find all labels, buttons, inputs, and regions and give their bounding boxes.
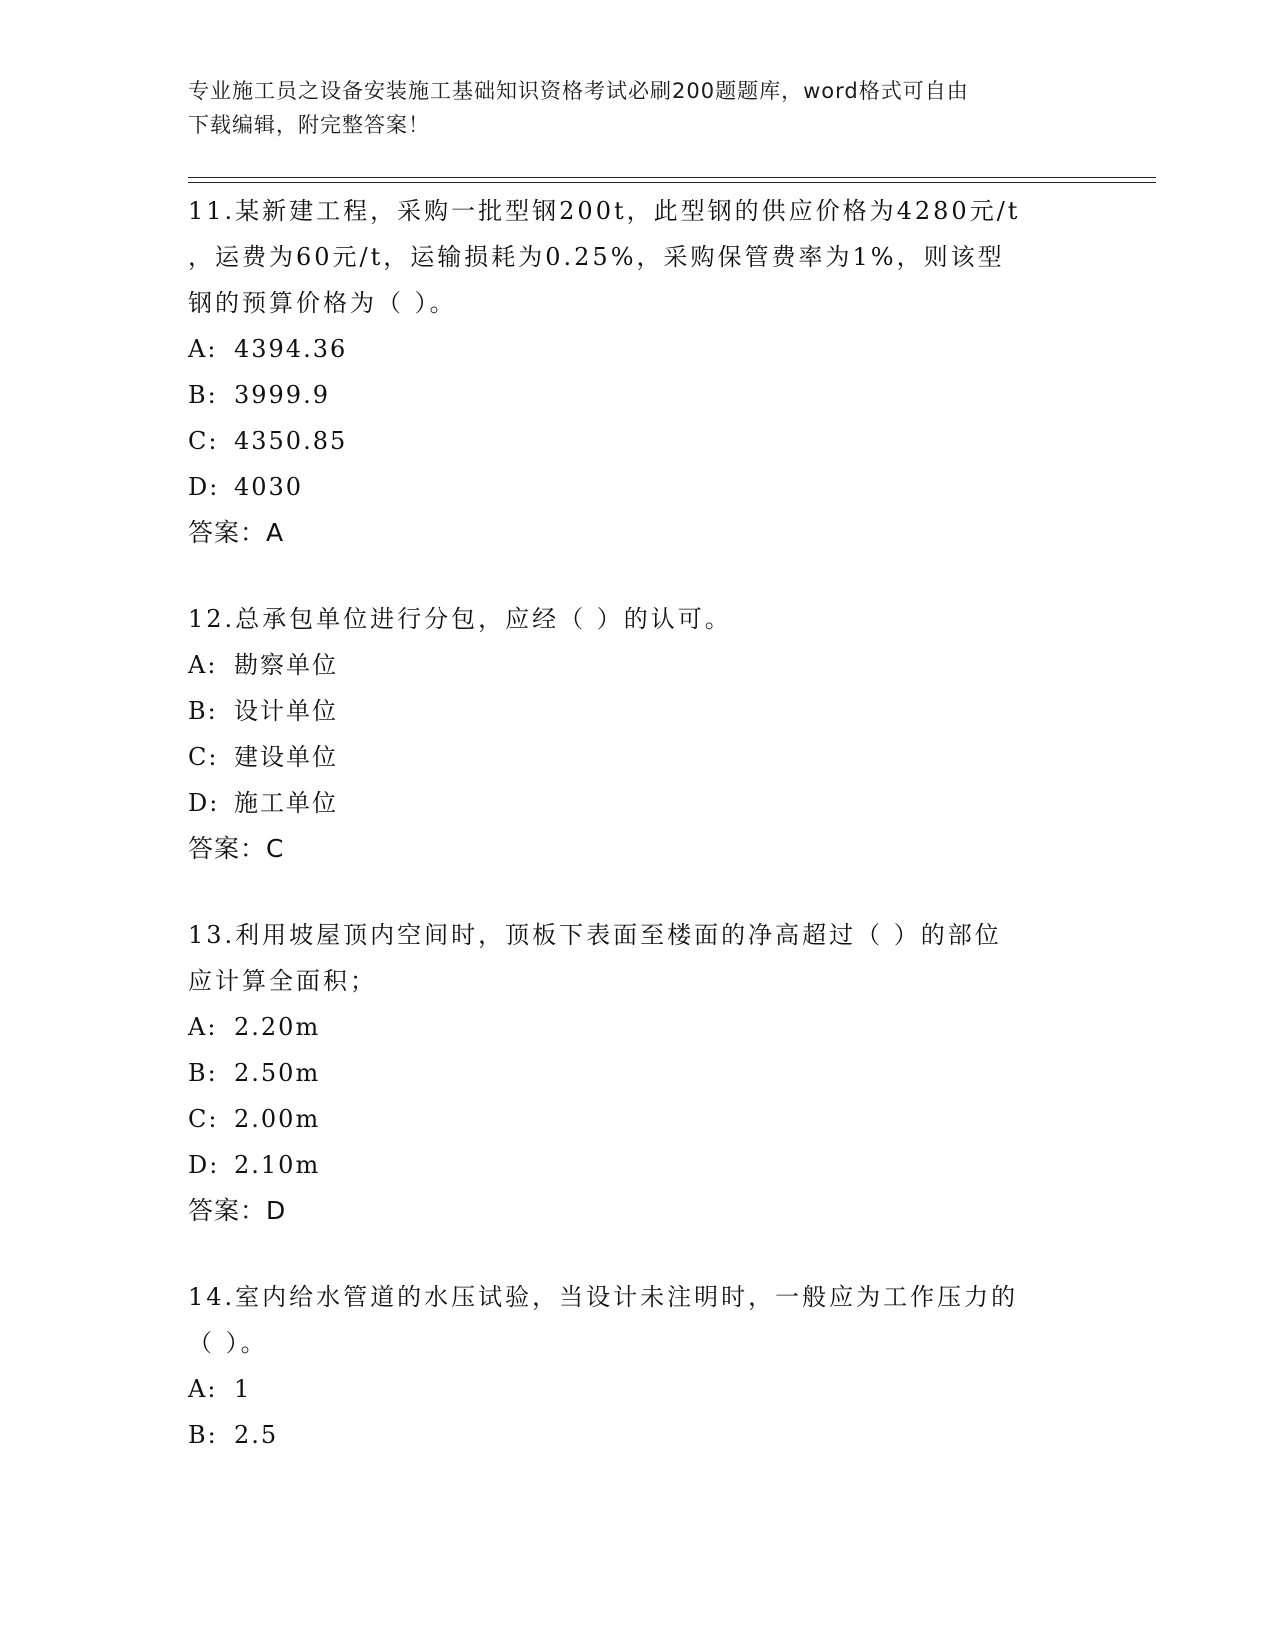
option-letter: C:	[188, 743, 219, 771]
option-letter: D:	[188, 473, 220, 501]
option-text: 2.10m	[234, 1151, 321, 1179]
header-divider-top	[188, 177, 1156, 178]
option-d	[188, 1142, 1068, 1188]
option-b	[188, 372, 1068, 418]
option-text: 3999.9	[234, 381, 330, 409]
option-d	[188, 464, 1068, 510]
option-letter: B:	[188, 1421, 218, 1449]
question-11	[188, 188, 1068, 556]
option-letter: A:	[188, 651, 218, 679]
header-line-1: 专业施工员之设备安装施工基础知识资格考试必刷200题题库，word格式可自由	[188, 79, 969, 103]
option-letter: D:	[188, 1151, 220, 1179]
option-text: 设计单位	[234, 697, 338, 725]
question-stem-line: 应计算全面积；	[188, 967, 377, 995]
question-12	[188, 596, 1068, 872]
option-b	[188, 1412, 1068, 1458]
option-a	[188, 642, 1068, 688]
question-stem-line: ，运费为60元/t，运输损耗为0.25%，采购保管费率为1%，则该型	[188, 243, 1005, 271]
option-c	[188, 1096, 1068, 1142]
option-letter: B:	[188, 381, 218, 409]
option-text: 施工单位	[234, 789, 338, 817]
header-divider-bottom	[188, 182, 1156, 183]
question-13	[188, 912, 1068, 1234]
document-header	[188, 74, 1068, 142]
option-letter: C:	[188, 427, 219, 455]
option-c	[188, 418, 1068, 464]
option-letter: D:	[188, 789, 220, 817]
option-letter: A:	[188, 335, 218, 363]
option-text: 4350.85	[234, 427, 348, 455]
question-stem-line: （ ）。	[188, 1329, 268, 1357]
question-stem-line: 钢的预算价格为（ ）。	[188, 289, 457, 317]
option-d	[188, 780, 1068, 826]
option-letter: A:	[188, 1013, 218, 1041]
question-stem-line: 13.利用坡屋顶内空间时，顶板下表面至楼面的净高超过（ ）的部位	[188, 921, 1002, 949]
option-text: 2.50m	[234, 1059, 321, 1087]
option-c	[188, 734, 1068, 780]
option-text: 建设单位	[234, 743, 338, 771]
answer-label: 答案：A	[188, 518, 285, 547]
option-text: 4394.36	[234, 335, 348, 363]
option-letter: B:	[188, 697, 218, 725]
option-b	[188, 1050, 1068, 1096]
option-text: 2.00m	[234, 1105, 321, 1133]
option-letter: A:	[188, 1375, 218, 1403]
answer-label: 答案：C	[188, 834, 285, 863]
question-stem-line: 14.室内给水管道的水压试验，当设计未注明时，一般应为工作压力的	[188, 1283, 1019, 1311]
header-line-2: 下载编辑，附完整答案！	[188, 113, 430, 137]
option-text: 勘察单位	[234, 651, 338, 679]
answer-label: 答案：D	[188, 1196, 287, 1225]
option-text: 2.20m	[234, 1013, 321, 1041]
option-a	[188, 1004, 1068, 1050]
option-text: 2.5	[234, 1421, 279, 1449]
question-14	[188, 1274, 1068, 1458]
option-letter: B:	[188, 1059, 218, 1087]
option-a	[188, 326, 1068, 372]
question-stem-line: 11.某新建工程，采购一批型钢200t，此型钢的供应价格为4280元/t	[188, 197, 1021, 225]
option-b	[188, 688, 1068, 734]
question-stem-line: 12.总承包单位进行分包，应经（ ）的认可。	[188, 605, 732, 633]
option-a	[188, 1366, 1068, 1412]
option-letter: C:	[188, 1105, 219, 1133]
option-text: 1	[234, 1375, 252, 1403]
option-text: 4030	[234, 473, 304, 501]
